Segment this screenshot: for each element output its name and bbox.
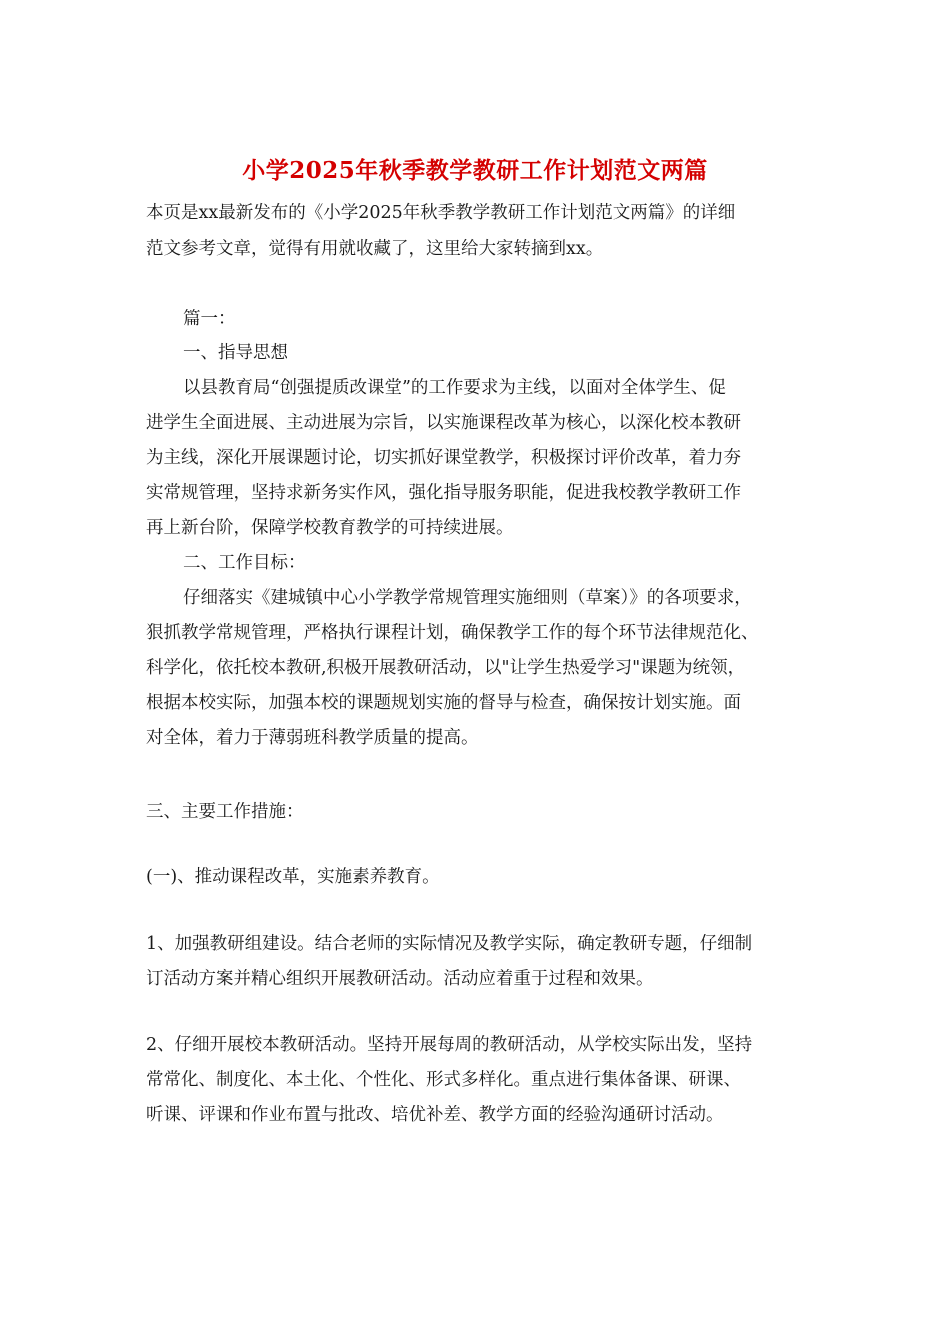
paragraph-line: 对全体，着力于薄弱班科教学质量的提高。 [146, 728, 479, 748]
paragraph-line: 仔细落实《建城镇中心小学教学常规管理实施细则（草案）》的各项要求， [183, 588, 752, 608]
paragraph-line: 进学生全面进展、主动进展为宗旨，以实施课程改革为核心，以深化校本教研 [146, 413, 741, 433]
paragraph-line: 科学化，依托校本教研,积极开展教研活动，以"让学生热爱学习"课题为统领， [146, 658, 746, 678]
paragraph-line: 以县教育局“创强提质改课堂”的工作要求为主线，以面对全体学生、促 [183, 378, 726, 398]
intro-line: 范文参考文章，觉得有用就收藏了，这里给大家转摘到xx。 [146, 239, 604, 259]
paragraph-line: 再上新台阶，保障学校教育教学的可持续进展。 [146, 518, 514, 538]
paragraph-line: 狠抓教学常规管理，严格执行课程计划，确保教学工作的每个环节法律规范化、 [146, 623, 759, 643]
list-item-line: 2、仔细开展校本教研活动。坚持开展每周的教研活动，从学校实际出发，坚持 [146, 1035, 753, 1055]
paragraph-line: 为主线，深化开展课题讨论，切实抓好课堂教学，积极探讨评价改革，着力夯 [146, 448, 741, 468]
intro-line: 本页是xx最新发布的《小学2025年秋季教学教研工作计划范文两篇》的详细 [146, 203, 736, 223]
heading-guiding-thought: 一、指导思想 [183, 343, 288, 363]
heading-main-measures: 三、主要工作措施： [146, 802, 304, 822]
subheading-curriculum-reform: (一)、推动课程改革，实施素养教育。 [146, 867, 440, 887]
list-item-line: 常常化、制度化、本土化、个性化、形式多样化。重点进行集体备课、研课、 [146, 1070, 741, 1090]
paragraph-line: 实常规管理，坚持求新务实作风，强化指导服务职能，促进我校教学教研工作 [146, 483, 741, 503]
list-item-line: 听课、评课和作业布置与批改、培优补差、教学方面的经验沟通研讨活动。 [146, 1105, 724, 1125]
list-item-line: 1、加强教研组建设。结合老师的实际情况及教学实际，确定教研专题，仔细制 [146, 934, 753, 954]
list-item-line: 订活动方案并精心组织开展教研活动。活动应着重于过程和效果。 [146, 969, 654, 989]
heading-work-goals: 二、工作目标： [183, 553, 306, 573]
paragraph-line: 根据本校实际，加强本校的课题规划实施的督导与检查，确保按计划实施。面 [146, 693, 741, 713]
section-label: 篇一： [183, 309, 236, 329]
document-title: 小学2025年秋季教学教研工作计划范文两篇 [242, 157, 708, 184]
